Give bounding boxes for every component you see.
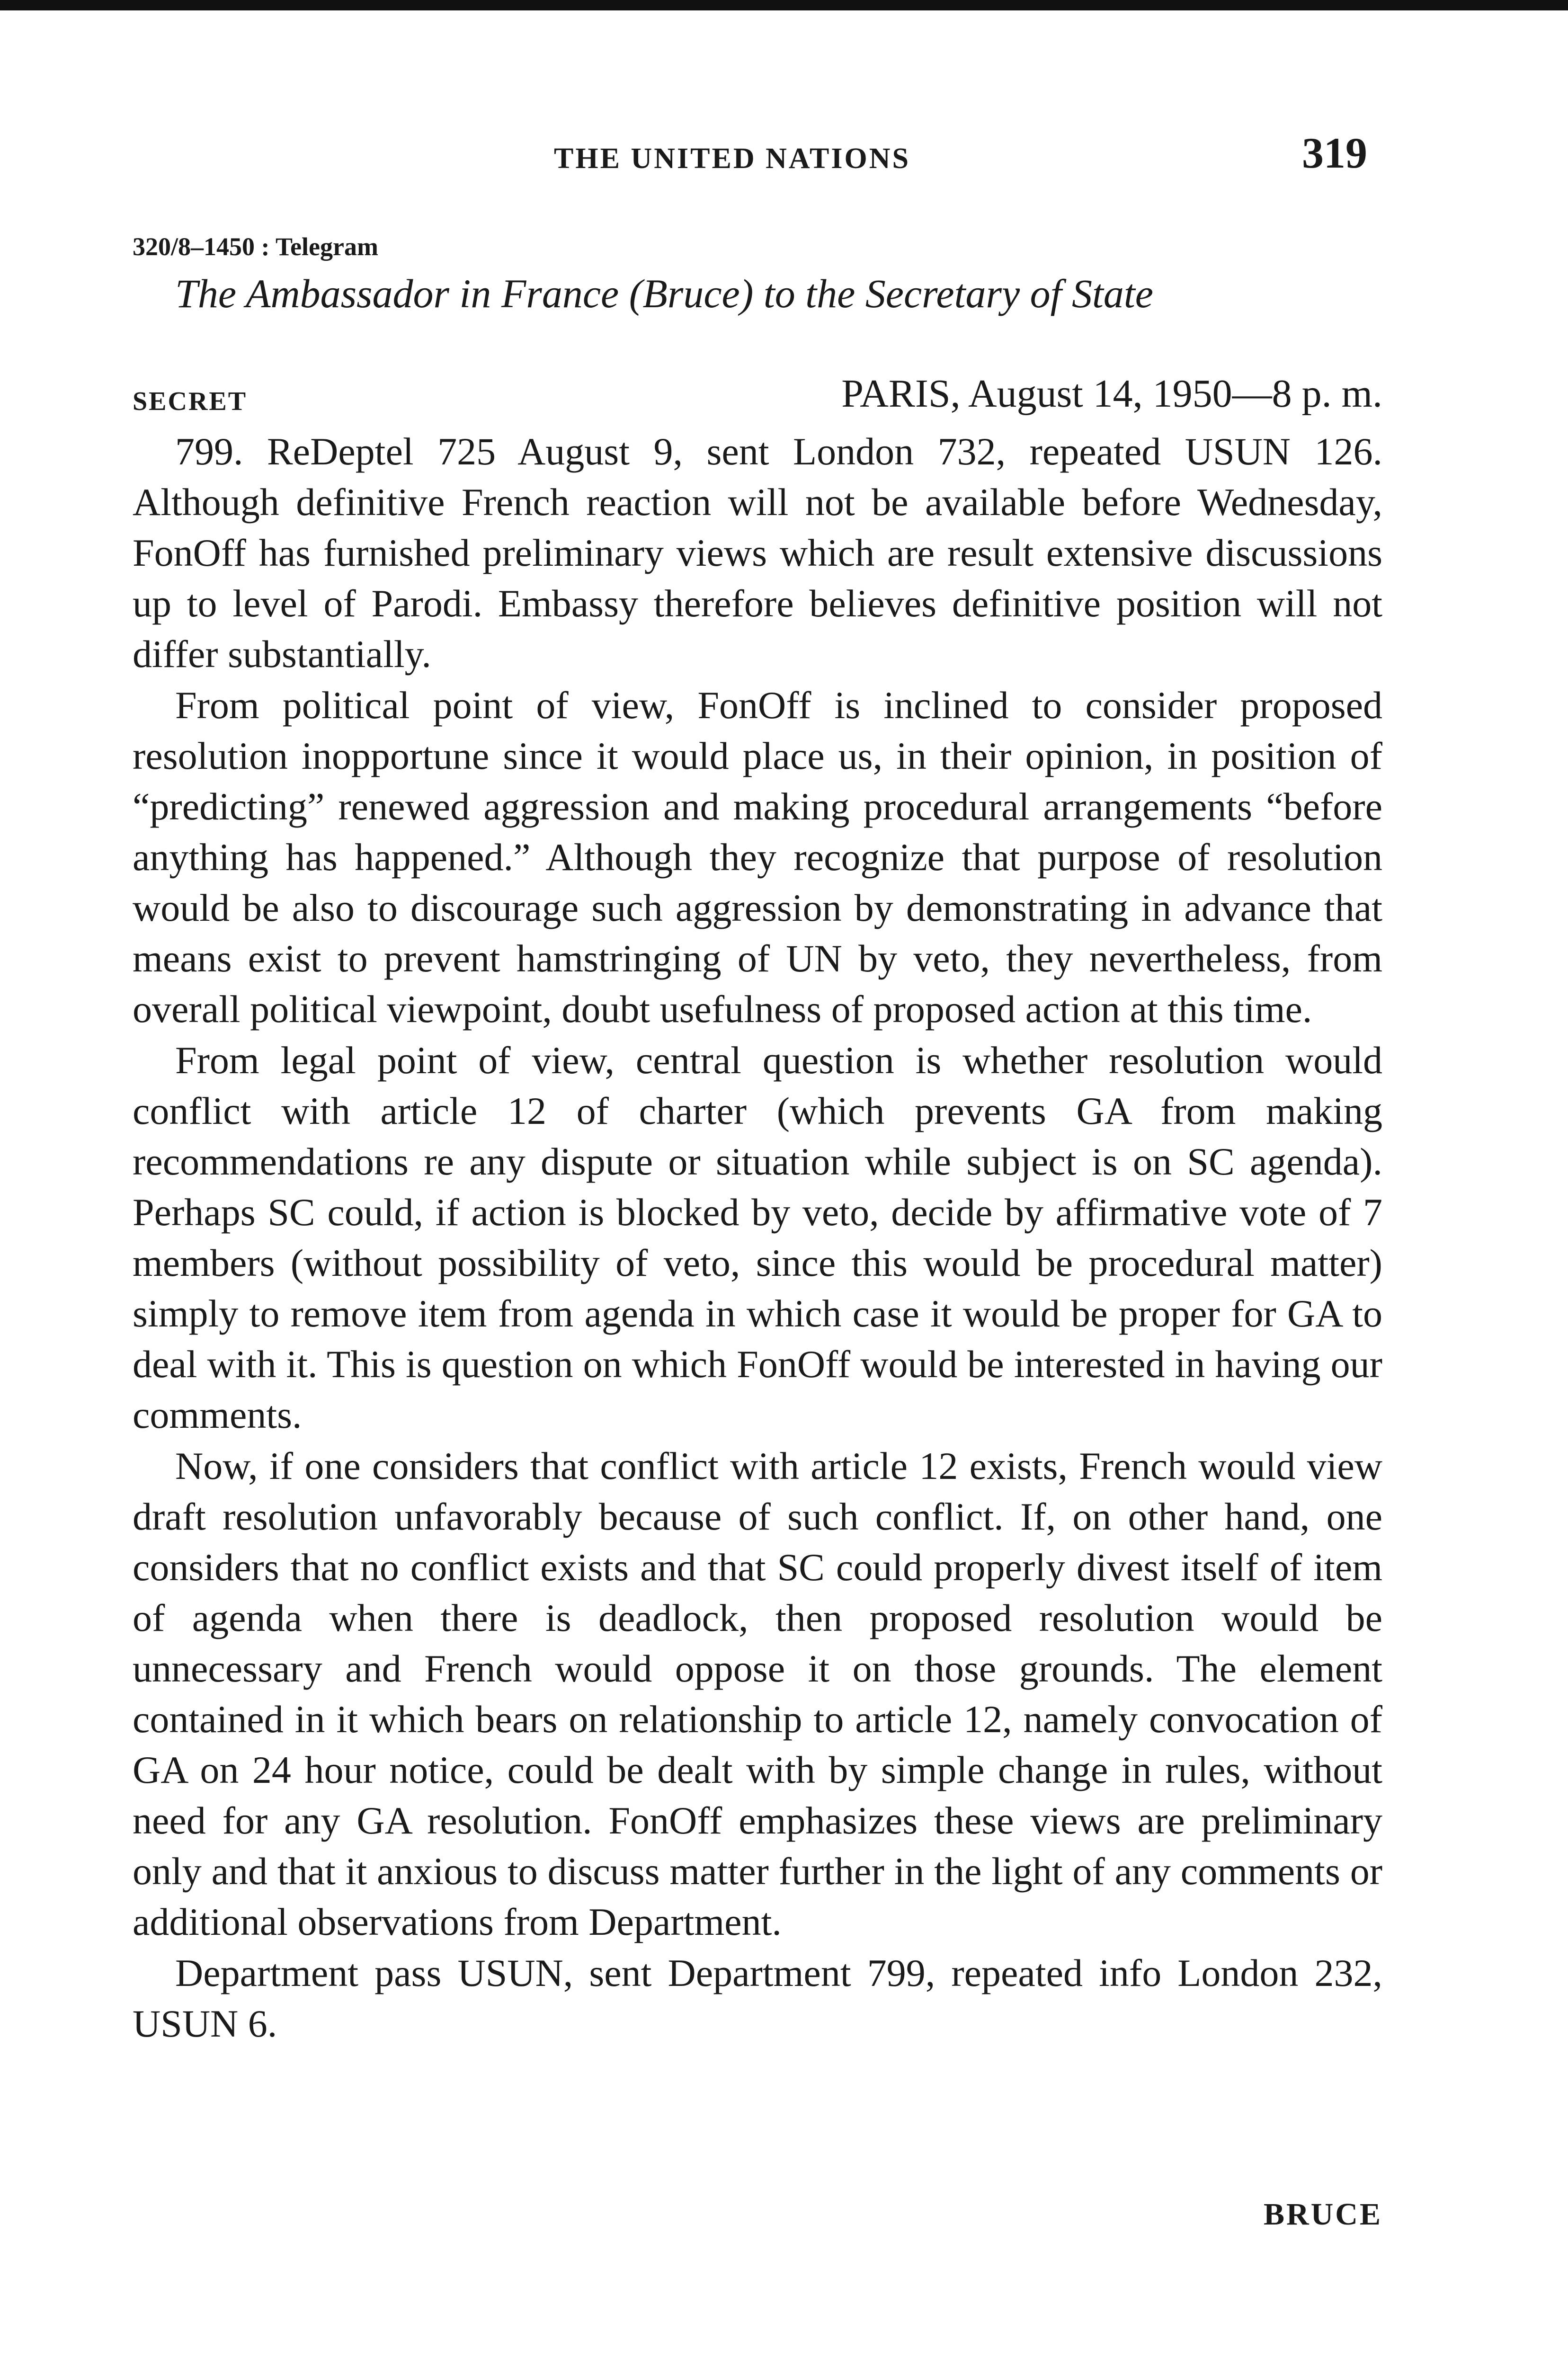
paragraph: Now, if one considers that conflict with article 12 exists, French would view draft resolution unfavorably because of such conflict. If, on other hand, one considers that no conflict exists and that SC could properly divest itself of item of agenda when there is deadlock, then proposed resolution would be unnecessary and French would oppose it on those grounds. The element contained in it which bears on relationship to article 12, namely convocation of GA on 24 hour notice, could be dealt with by simple change in rules, without need for any GA resolution. FonOff emphasizes these views are preliminary only and that it anxious to discuss matter further in the light of any comments or additional observations from Department.: [133, 1444, 1382, 1943]
signature: BRUCE: [1263, 2197, 1382, 2232]
paragraph: From political point of view, FonOff is inclined to consider proposed resolution inopportune since it would place us, in their opinion, in position of “predicting” renewed aggression and making procedural arrangements “before anything has happened.” Although they recognize that purpose of resolution would be also to discourage such aggression by demonstrating in advance that means exist to prevent hamstringing of UN by veto, they nevertheless, from overall political viewpoint, doubt usefulness of proposed action at this time.: [133, 684, 1382, 1031]
document-title: The Ambassador in France (Bruce) to the Secretary of State: [175, 271, 1153, 316]
paragraph: 799. ReDeptel 725 August 9, sent London 732, repeated USUN 126. Although definitive French reaction will not be available before Wednesday, FonOff has furnished preliminary views which are result extensive discussions up to level of Parodi. Embassy therefore believes definitive position will not differ substantially.: [133, 430, 1382, 676]
running-head: THE UNITED NATIONS: [554, 142, 911, 175]
classification-label: SECRET: [133, 387, 248, 416]
page-number: 319: [1302, 129, 1367, 177]
paragraph: From legal point of view, central question is whether resolution would conflict with article 12 of charter (which prevents GA from making recommendations re any dispute or situation while subject is on SC agenda). Perhaps SC could, if action is blocked by veto, decide by affirmative vote of 7 members (without possibility of veto, since this would be procedural matter) simply to remove item from agenda in which case it would be proper for GA to deal with it. This is question on which FonOff would be interested in having our comments.: [133, 1039, 1382, 1436]
dateline: PARIS, August 14, 1950—8 p. m.: [841, 372, 1382, 416]
file-reference: 320/8–1450 : Telegram: [133, 232, 378, 261]
telegram-body: [133, 426, 1382, 2049]
paragraph: Department pass USUN, sent Department 799, repeated info London 232, USUN 6.: [133, 1951, 1382, 2045]
top-border-rule: [0, 0, 1568, 10]
meta-row: [133, 365, 1382, 417]
